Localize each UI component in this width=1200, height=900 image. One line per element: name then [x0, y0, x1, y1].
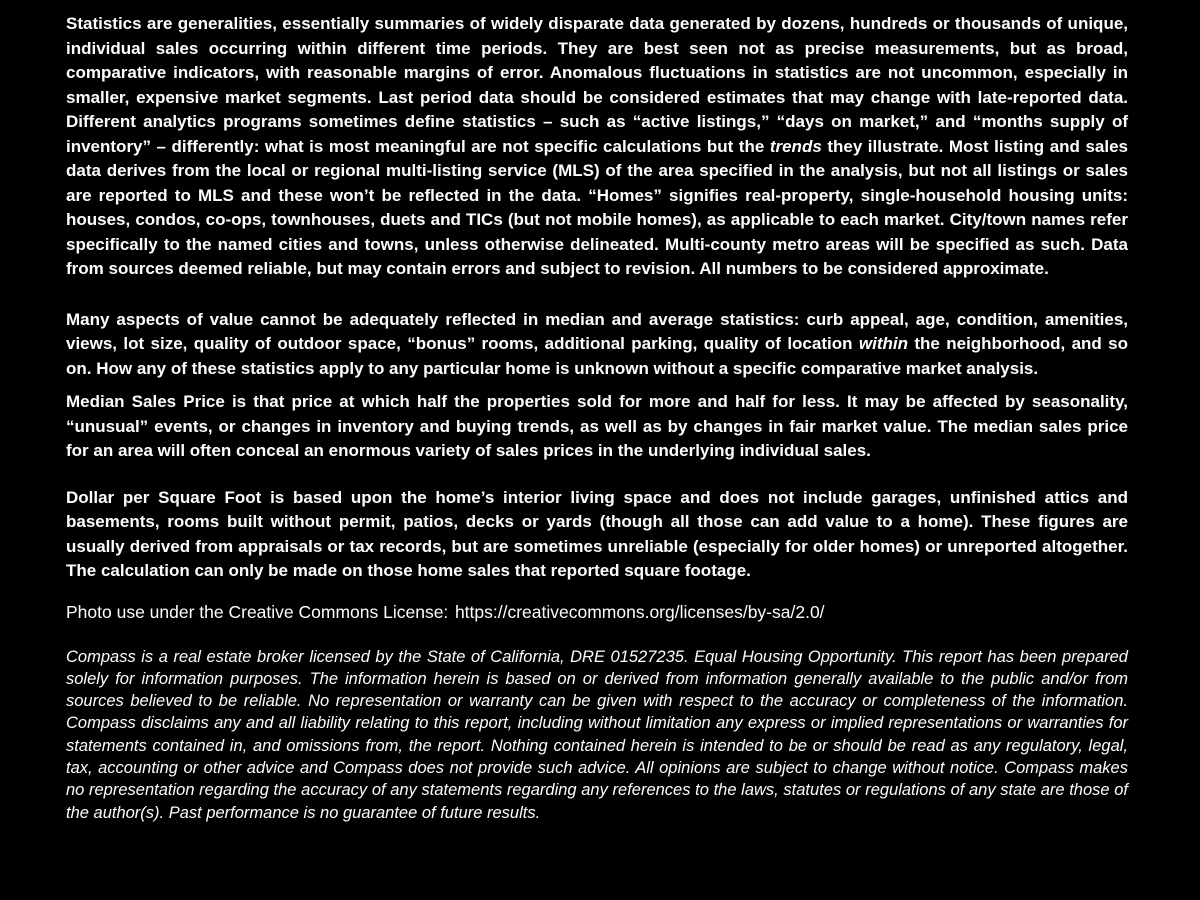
value-aspects-paragraph: Many aspects of value cannot be adequately reflected in median and average statistics: curb appeal, age, condition, amenities, views, lot size, quality of outdoor space, “bonus” rooms, additional parking, quality of location within the neighborhood, and so on. How any of these statistics apply to any particular home is unknown without a specific comparative market analysis.: [66, 309, 1129, 378]
photo-license-label: Photo use under the Creative Commons License:: [66, 601, 449, 622]
compass-legal-disclaimer-paragraph: Compass is a real estate broker licensed by the State of California, DRE 01527235. Equal Housing Opportunity. This report has been prepared solely for information purposes. The information herein is based on or derived from information generally available to the public and/or from sources believed to be reliable. No representation or warranty can be given with respect to the accuracy or completeness of the information. Compass disclaims any and all liability relating to this report, including without limitation any express or implied representations or warranties for statements contained in, and omissions from, the report. Nothing contained herein is intended to be or should be read as any regulatory, legal, tax, accounting or other advice and Compass does not provide such advice. All opinions are subject to change without notice. Compass makes no representation regarding the accuracy of any statements regarding any references to the laws, statutes or regulations of any state are those of the author(s). Past performance is no guarantee of future results.: [66, 647, 1128, 822]
median-sales-price-paragraph: Median Sales Price is that price at which half the properties sold for more and half for less. It may be affected by seasonality, “unusual” events, or changes in inventory and buying trends, as well as by changes in fair market value. The median sales price for an area will often conceal an enormous variety of sales prices in the underlying individual sales.: [66, 392, 1128, 460]
statistics-disclaimer-paragraph: Statistics are generalities, essentially summaries of widely disparate data generated by dozens, hundreds or thousands of unique, individual sales occurring within different time periods. They are best seen not as precise measurements, but as broad, comparative indicators, with reasonable margins of error. Anomalous fluctuations in statistics are not uncommon, especially in smaller, expensive market segments. Last period data should be considered estimates that may change with late-reported data. Different analytics programs sometimes define statistics – such as “active listings,” “days on market,” and “months supply of inventory” – differently: what is most meaningful are not specific calculations but the trends they illustrate. Most listing and sales data derives from the local or regional multi-listing service (MLS) of the area specified in the analysis, but not all listings or sales are reported to MLS and these won’t be reflected in the data. “Homes” signifies real-property, single-household housing units: houses, condos, co-ops, townhouses, duets and TICs (but not mobile homes), as applicable to each market. City/town names refer specifically to the named cities and towns, unless otherwise delineated. Multi-county metro areas will be specified as such. Data from sources deemed reliable, but may contain errors and subject to revision. All numbers to be considered approximate.: [66, 14, 1128, 278]
photo-license-line: [66, 600, 1128, 624]
creative-commons-license-link[interactable]: https://creativecommons.org/licenses/by-sa/2.0/: [454, 601, 825, 622]
dollar-per-sqft-paragraph: Dollar per Square Foot is based upon the home’s interior living space and does not include garages, unfinished attics and basements, rooms built without permit, patios, decks or yards (though all those can add value to a home). These figures are usually derived from appraisals or tax records, but are sometimes unreliable (especially for older homes) or unreported altogether. The calculation can only be made on those home sales that reported square footage.: [66, 487, 1128, 580]
